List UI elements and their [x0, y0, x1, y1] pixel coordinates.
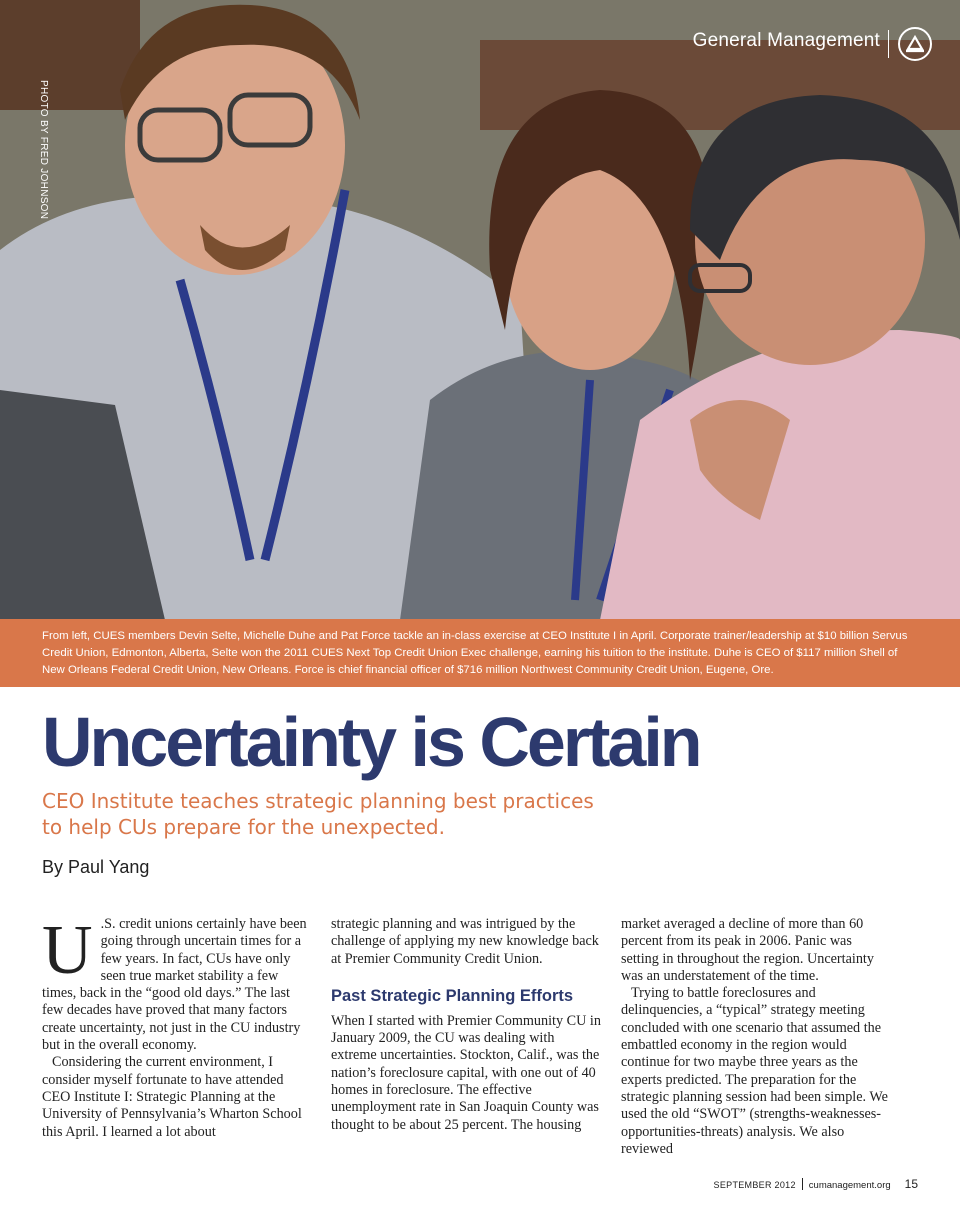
body-column-3	[621, 916, 891, 1158]
body-paragraph: Trying to battle foreclosures and delinquencies, a “typical” strategy meeting concluded with one scenario that assumed the embattled economy in the region would continue for two maybe three years as the experts predicted. The preparation for the strategic planning session had been simple. We used the old “SWOT” (strengths-weaknesses-opportunities-threats) analysis. We also reviewed	[621, 985, 888, 1157]
body-column-2	[331, 916, 601, 1134]
subtitle-line-1: CEO Institute teaches strategic planning best practices	[42, 789, 594, 813]
body-paragraph: strategic planning and was intrigued by the challenge of applying my new knowledge back at Premier Community Credit Union.	[331, 916, 599, 967]
article-subtitle	[42, 788, 702, 840]
drop-cap: U	[42, 912, 93, 989]
article-title: Uncertainty is Certain	[42, 703, 700, 781]
body-paragraph	[42, 912, 312, 1054]
section-heading: Past Strategic Planning Efforts	[331, 986, 574, 1005]
page-number: 15	[904, 1177, 918, 1191]
photo-credit: PHOTO BY FRED JOHNSON	[38, 80, 49, 220]
footer-divider	[802, 1178, 803, 1190]
website-link[interactable]: cumanagement.org	[808, 1180, 891, 1191]
body-paragraph: market averaged a decline of more than 60 percent from its peak in 2006. Panic was setting in throughout the region. Uncertainty was an understatement of the time.	[621, 916, 874, 984]
subtitle-line-2: to help CUs prepare for the unexpected.	[42, 815, 445, 839]
byline: By Paul Yang	[42, 857, 150, 877]
page-footer	[714, 1175, 918, 1193]
paragraph-text: .S. credit unions certainly have been going through uncertain times for a few years. In fact, CUs have only seen true market stability a few times, back in the “good old days.” The last few decades have proved that many factors create uncertainty, not just in the CU industry but in the overall economy.	[42, 916, 307, 1054]
section-divider	[888, 30, 889, 58]
photo-caption: From left, CUES members Devin Selte, Michelle Duhe and Pat Force tackle an in-class exercise at CEO Institute I in April. Corporate trainer/leadership at $10 billion Servus Credit Union, Edmonton, Alberta, Selte won the 2011 CUES Next Top Credit Union Exec challenge, earning his tuition to the institute. Duhe is CEO of $117 million Shell of New Orleans Federal Credit Union, New Orleans. Force is chief financial officer of $716 million Northwest Community Credit Union, Eugene, Ore.	[0, 619, 960, 687]
issue-date: SEPTEMBER 2012	[713, 1180, 796, 1190]
cues-logo-icon	[898, 27, 932, 61]
body-paragraph: When I started with Premier Community CU in January 2009, the CU was dealing with extreme uncertainties. Stockton, Calif., was the nation’s foreclosure capital, with one out of 40 homes in foreclosure. The effective unemployment rate in San Joaquin County was thought to be about 25 percent. The housing	[331, 1012, 601, 1133]
background-railing	[0, 0, 140, 110]
section-label: General Management	[692, 30, 880, 51]
body-paragraph: Considering the current environment, I consider myself fortunate to have attended CEO Institute I: Strategic Planning at the University of Pennsylvania’s Wharton School this April. I learned a lot about	[42, 1054, 302, 1140]
body-column-1	[42, 912, 312, 1141]
